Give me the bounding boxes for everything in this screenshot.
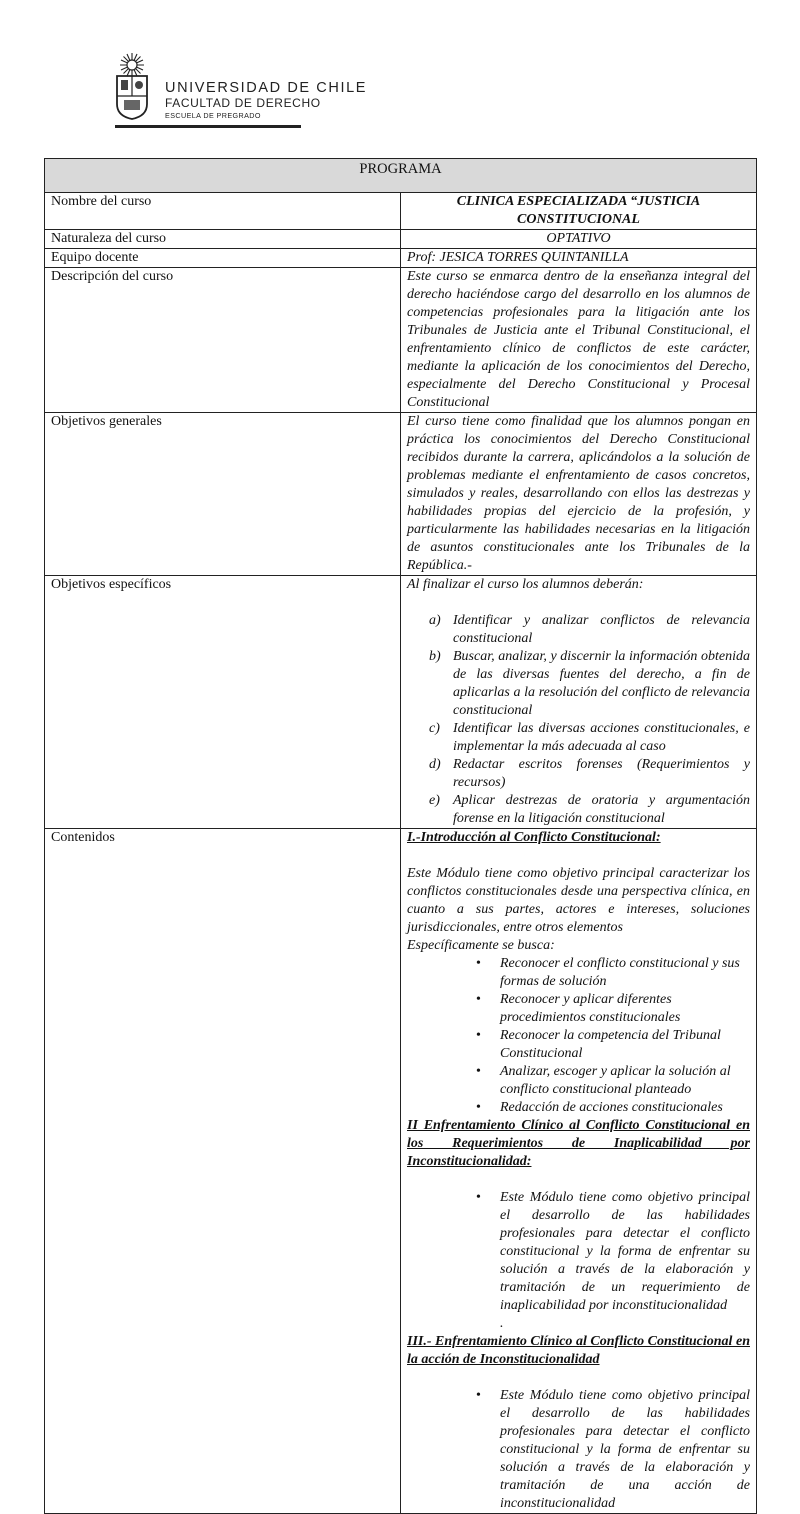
- description-value: Este curso se enmarca dentro de la enseñanza integral del derecho haciéndose cargo del desarrollo en los alumnos de competencias profesionales para la litigación ante los Tribunales de Justicia ante el Tribunal Constitucional, el enfrentamiento clínico de conflictos de este carácter, mediante la aplicación de los conocimientos del Derecho, especialmente del Derecho Constitucional y Procesal Constitucional: [401, 268, 757, 413]
- specific-objectives-row: [45, 576, 757, 829]
- description-label: Descripción del curso: [45, 268, 401, 413]
- module3-list: [407, 1387, 750, 1513]
- list-item: • Este Módulo tiene como objetivo principal el desarrollo de las habilidades profesionales para detectar el conflicto constitucional y la forma de enfrentar su solución a través de la elaboración y tramitación de una acción de inconstitucionalidad: [500, 1387, 750, 1513]
- list-item: d) Redactar escritos forenses (Requerimientos y recursos): [429, 757, 750, 790]
- specific-intro: Al finalizar el curso los alumnos deberán:: [407, 577, 644, 592]
- university-logo: [115, 52, 149, 124]
- module2-list: [407, 1189, 750, 1315]
- nature-row: [45, 230, 757, 249]
- specific-objectives-cell: [401, 576, 757, 829]
- module3-title: III.- Enfrentamiento Clínico al Conflicto Constitucional en la acción de Inconstitucionalidad: [407, 1334, 750, 1367]
- module2-dot: .: [500, 1316, 504, 1331]
- team-label: Equipo docente: [45, 249, 401, 268]
- faculty-name: FACULTAD DE DERECHO: [165, 96, 321, 110]
- list-item: • Reconocer el conflicto constitucional y sus formas de solución: [500, 955, 750, 991]
- header-divider: [115, 125, 301, 128]
- list-item: • Redacción de acciones constitucionales: [500, 1099, 750, 1117]
- general-objectives-value: El curso tiene como finalidad que los alumnos pongan en práctica los conocimientos del Derecho Constitucional recibidos durante la carrera, aplicándolos a la solución de problemas mediante el enfrentamiento de casos concretos, simulados y reales, desarrollando con ellos las destrezas y habilidades propias del ejercicio de la profesión, y particularmente las habilidades necesarias en la litigación de asuntos constitucionales ante los Tribunales de la República.-: [401, 413, 757, 576]
- list-item: b) Buscar, analizar, y discernir la información obtenida de las diversas fuentes del derecho, a fin de aplicarlas a la resolución del conflicto de relevancia constitucional: [429, 649, 750, 718]
- school-name: ESCUELA DE PREGRADO: [165, 111, 261, 120]
- program-heading: PROGRAMA: [45, 159, 757, 193]
- nature-label: Naturaleza del curso: [45, 230, 401, 249]
- university-name: UNIVERSIDAD DE CHILE: [165, 80, 368, 96]
- contents-cell: [401, 829, 757, 1514]
- list-item: • Reconocer la competencia del Tribunal Constitucional: [500, 1027, 750, 1063]
- team-row: [45, 249, 757, 268]
- module2-title: II Enfrentamiento Clínico al Conflicto Constitucional en los Requerimientos de Inaplicabilidad por Inconstitucionalidad:: [407, 1118, 750, 1169]
- general-objectives-label: Objetivos generales: [45, 413, 401, 576]
- contents-row: [45, 829, 757, 1514]
- contents-label: Contenidos: [45, 829, 401, 1514]
- module1-title: I.-Introducción al Conflicto Constitucional:: [407, 830, 661, 845]
- program-heading-row: [45, 159, 757, 193]
- specific-objectives-label: Objetivos específicos: [45, 576, 401, 829]
- list-item: a) Identificar y analizar conflictos de relevancia constitucional: [429, 613, 750, 646]
- module1-list: [407, 955, 750, 1117]
- list-item: • Analizar, escoger y aplicar la solución al conflicto constitucional planteado: [500, 1063, 750, 1099]
- general-objectives-row: [45, 413, 757, 576]
- list-item: c) Identificar las diversas acciones constitucionales, e implementar la más adecuada al caso: [429, 721, 750, 754]
- module1-text: Este Módulo tiene como objetivo principal caracterizar los conflictos constitucionales desde una perspectiva clínica, en cuanto a sus partes, actores e intereses, soluciones jurisdiccionales, entre otros elementos: [407, 866, 750, 935]
- course-name-row: [45, 193, 757, 230]
- list-item: • Reconocer y aplicar diferentes procedimientos constitucionales: [500, 991, 750, 1027]
- specific-objectives-list: [407, 612, 750, 828]
- nature-value: OPTATIVO: [401, 230, 757, 249]
- course-name-value: CLINICA ESPECIALIZADA “JUSTICIA CONSTITUCIONAL: [401, 193, 757, 230]
- description-row: [45, 268, 757, 413]
- team-value: Prof: JESICA TORRES QUINTANILLA: [401, 249, 757, 268]
- module1-intro: Específicamente se busca:: [407, 938, 555, 953]
- list-item: • Este Módulo tiene como objetivo principal el desarrollo de las habilidades profesionales para detectar el conflicto constitucional y la forma de enfrentar su solución a través de la elaboración y tramitación de un requerimiento de inaplicabilidad por inconstitucionalidad: [500, 1189, 750, 1315]
- program-table: [44, 158, 757, 1514]
- university-seal-icon: [115, 74, 149, 120]
- list-item: e) Aplicar destrezas de oratoria y argumentación forense en la litigación constitucional: [429, 793, 750, 826]
- course-name-label: Nombre del curso: [45, 193, 401, 230]
